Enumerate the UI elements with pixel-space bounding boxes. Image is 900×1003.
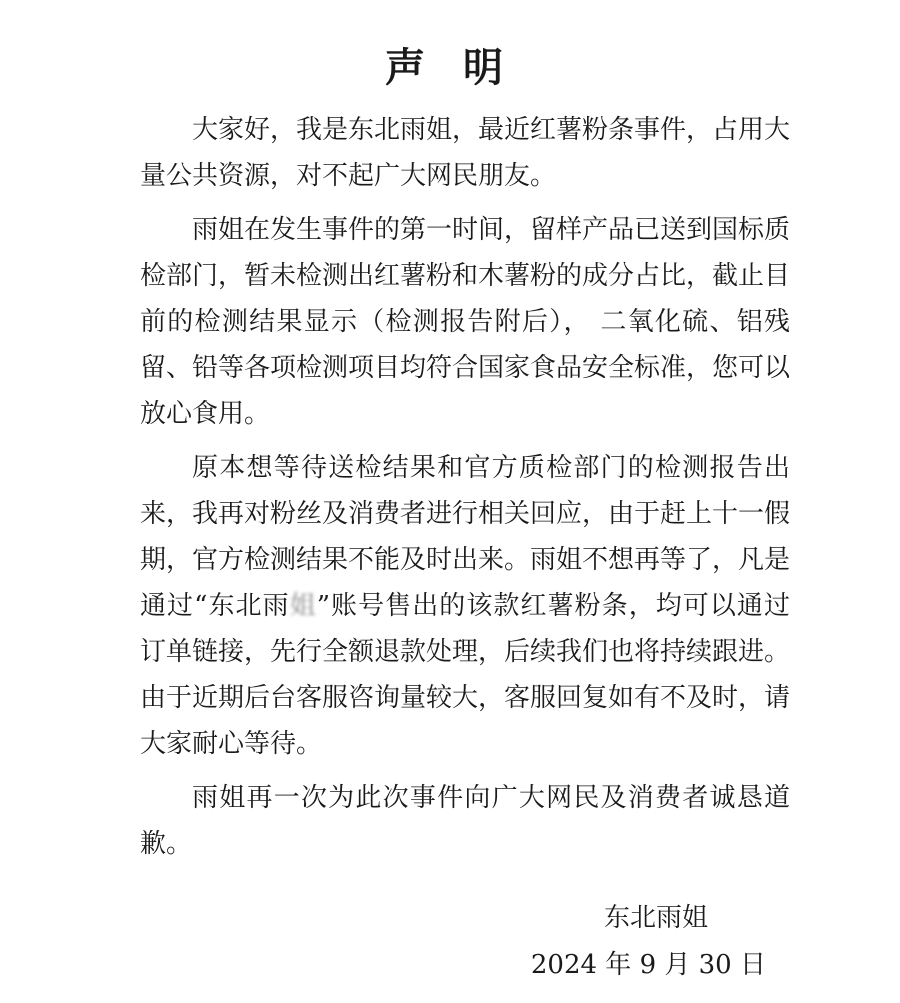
- document-body: [140, 107, 790, 875]
- paragraph-apology: 雨姐再一次为此次事件向广大网民及消费者诚恳道歉。: [140, 783, 790, 859]
- signature: 东北雨姐: [604, 903, 709, 933]
- document-date: 2024 年 9 月 30 日: [530, 950, 766, 980]
- paragraph-refund-part-1: 原本想等待送检结果和官方质检部门的检测报告出来，我再对粉丝及消费者进行相关回应，由于赶上十一假期，官方检测结果不能及时出来。雨姐不想再等了，凡是通过“东北雨: [140, 453, 791, 621]
- paragraph-refund-part-2: ”账号售出的该款红薯粉条，均可以通过订单链接，先行全额退款处理，后续我们也将持续跟进。由于近期后台客服咨询量较大，客服回复如有不及时，请大家耐心等待。: [140, 591, 791, 759]
- paragraph-refund: [140, 445, 790, 767]
- blurred-character: 姐: [289, 591, 317, 621]
- paragraph-greeting: 大家好，我是东北雨姐，最近红薯粉条事件，占用大量公共资源，对不起广大网民朋友。: [140, 115, 791, 191]
- paragraph-test-results: 雨姐在发生事件的第一时间，留样产品已送到国标质检部门，暂未检测出红薯粉和木薯粉的成分占比，截止目前的检测结果显示（检测报告附后）， 二氧化硫、铝残留、铅等各项检测项目均符合国家食品安全标准，您可以放心食用。: [140, 215, 791, 429]
- document-title: 声 明: [385, 44, 515, 91]
